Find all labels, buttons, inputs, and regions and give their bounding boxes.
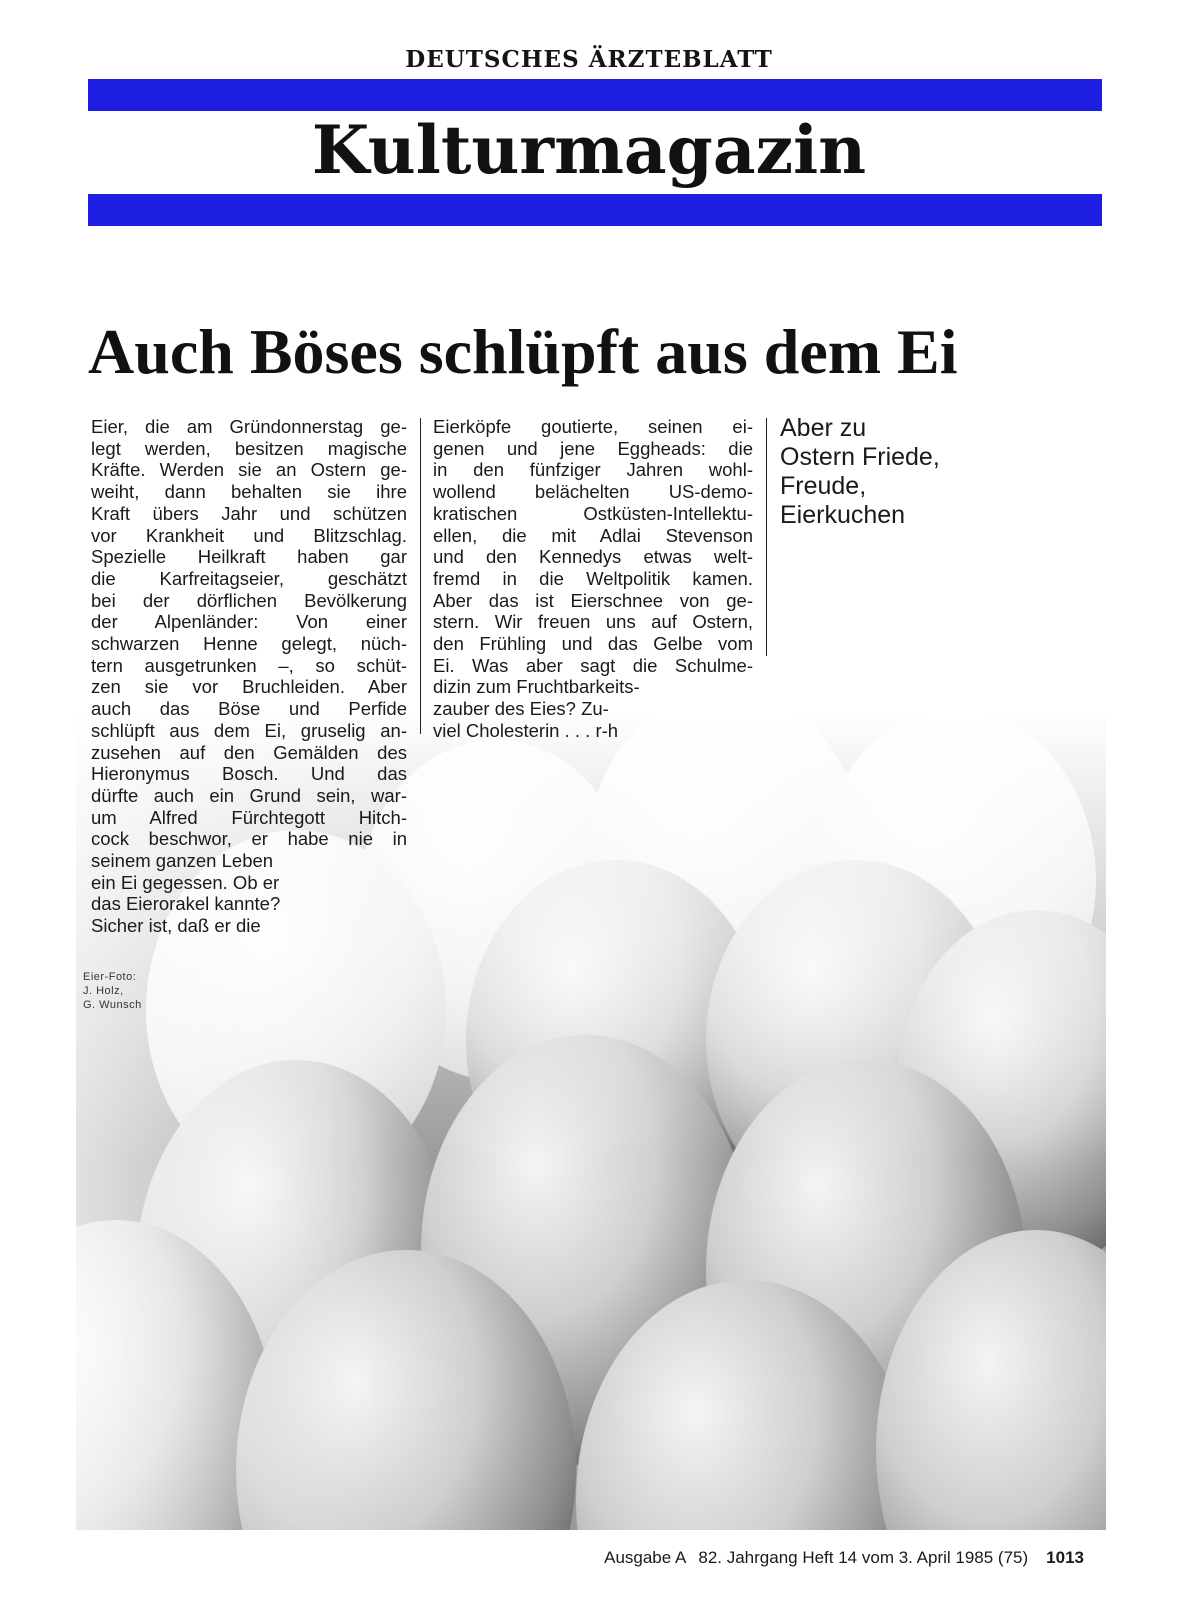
- text-line: seinem ganzen Leben: [91, 850, 274, 872]
- text-line: ellen, die mit Adlai Stevenson: [433, 524, 753, 546]
- pull-quote: [780, 414, 1110, 530]
- text-line: zen sie vor Bruchleiden. Aber: [91, 676, 407, 698]
- text-line: Hieronymus Bosch. Und das: [91, 763, 407, 785]
- text-line: Kraft übers Jahr und schützen: [91, 502, 407, 524]
- text-line: und den Kennedys etwas welt-: [433, 546, 753, 568]
- photo-credit: [83, 970, 142, 1012]
- photo-credit-line: J. Holz,: [83, 985, 124, 997]
- text-line: Kräfte. Werden sie an Ostern ge-: [91, 459, 407, 481]
- text-line: schlüpft aus dem Ei, gruselig an-: [91, 719, 407, 741]
- issue-info: 82. Jahrgang Heft 14 vom 3. April 1985 (75): [698, 1548, 1029, 1567]
- text-line: zauber des Eies? Zu-: [433, 698, 609, 720]
- page-number: 1013: [1046, 1548, 1084, 1567]
- text-line: bei der dörflichen Bevölkerung: [91, 589, 407, 611]
- text-line: wollend belächelten US-demo-: [433, 481, 753, 503]
- text-line: stern. Wir freuen uns auf Ostern,: [433, 611, 753, 633]
- text-line: Eierköpfe goutierte, seinen ei-: [433, 416, 753, 437]
- text-line: vor Krankheit und Blitzschlag.: [91, 524, 407, 546]
- masthead-bar-bottom: [88, 194, 1102, 226]
- text-line: Sicher ist, daß er die: [91, 915, 261, 937]
- text-line: legt werden, besitzen magische: [91, 437, 407, 459]
- text-line: zusehen auf den Gemälden des: [91, 741, 407, 763]
- pull-quote-line: Aber zu: [780, 414, 867, 442]
- text-line: genen und jene Eggheads: die: [433, 437, 753, 459]
- text-line: auch das Böse und Perfide: [91, 698, 407, 720]
- text-line: um Alfred Fürchtegott Hitch-: [91, 806, 407, 828]
- article-column-2: [433, 416, 753, 742]
- text-line: viel Cholesterin . . . r-h: [433, 719, 619, 741]
- text-line: der Alpenländer: Von einer: [91, 611, 407, 633]
- text-line: das Eierorakel kannte?: [91, 893, 281, 915]
- column-divider: [420, 418, 421, 734]
- page-footer: [592, 1548, 1084, 1568]
- article-headline: Auch Böses schlüpft aus dem Ei: [88, 316, 958, 387]
- text-line: cock beschwor, er habe nie in: [91, 828, 407, 850]
- text-line: schwarzen Henne gelegt, nüch-: [91, 633, 407, 655]
- text-line: fremd in die Weltpolitik kamen.: [433, 567, 753, 589]
- text-line: Eier, die am Gründonnerstag ge-: [91, 416, 407, 437]
- text-line: kratischen Ostküsten-Intellektu-: [433, 502, 753, 524]
- text-line: Aber das ist Eierschnee von ge-: [433, 589, 753, 611]
- column-divider: [766, 418, 767, 656]
- text-line: Ei. Was aber sagt die Schulme-: [433, 654, 753, 676]
- edition-label: Ausgabe A: [604, 1548, 687, 1567]
- text-line: ein Ei gegessen. Ob er: [91, 871, 280, 893]
- text-line: Spezielle Heilkraft haben gar: [91, 546, 407, 568]
- text-line: dürfte auch ein Grund sein, war-: [91, 784, 407, 806]
- text-line: den Frühling und das Gelbe vom: [433, 633, 753, 655]
- photo-credit-line: G. Wunsch: [83, 999, 142, 1011]
- text-line: in den fünfziger Jahren wohl-: [433, 459, 753, 481]
- text-line: weiht, dann behalten sie ihre: [91, 481, 407, 503]
- section-title: Kulturmagazin: [311, 111, 867, 189]
- pull-quote-line: Ostern Friede,: [780, 443, 940, 471]
- masthead-bar-top: [88, 79, 1102, 111]
- photo-credit-line: Eier-Foto:: [83, 971, 137, 983]
- pull-quote-line: Eierkuchen: [780, 501, 906, 529]
- publication-name: DEUTSCHES ÄRZTEBLATT: [405, 46, 773, 73]
- article-column-1: [91, 416, 407, 937]
- text-line: dizin zum Fruchtbarkeits-: [433, 676, 640, 698]
- pull-quote-line: Freude,: [780, 472, 867, 500]
- text-line: tern ausgetrunken –, so schüt-: [91, 654, 407, 676]
- text-line: die Karfreitagseier, geschätzt: [91, 567, 407, 589]
